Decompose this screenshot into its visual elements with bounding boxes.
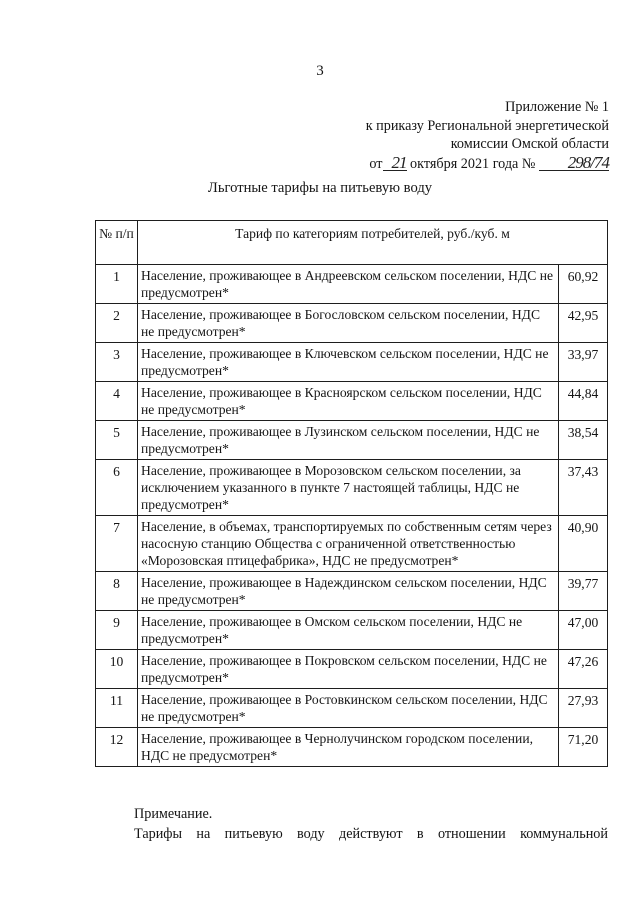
table-row — [96, 516, 608, 572]
row-number: 11 — [96, 689, 138, 728]
table-row — [96, 343, 608, 382]
row-tariff-value: 38,54 — [559, 421, 608, 460]
row-number: 3 — [96, 343, 138, 382]
header-tariff: Тариф по категориям потребителей, руб./куб. м — [138, 221, 608, 265]
row-description: Население, проживающее в Богословском сельском поселении, НДС не предусмотрен* — [138, 304, 559, 343]
row-number: 6 — [96, 460, 138, 516]
handwritten-day — [383, 154, 407, 174]
page-number: 3 — [316, 63, 324, 79]
row-description: Население, проживающее в Ростовкинском сельском поселении, НДС не предусмотрен* — [138, 689, 559, 728]
row-description: Население, проживающее в Красноярском сельском поселении, НДС не предусмотрен* — [138, 382, 559, 421]
note-title: Примечание. — [134, 806, 213, 822]
row-number: 9 — [96, 611, 138, 650]
handwritten-day-signature: 21 — [391, 152, 407, 172]
row-number: 7 — [96, 516, 138, 572]
document-title: Льготные тарифы на питьевую воду — [207, 180, 433, 196]
row-tariff-value: 47,00 — [559, 611, 608, 650]
table-row — [96, 572, 608, 611]
row-number: 5 — [96, 421, 138, 460]
appendix-line-1: Приложение № 1 — [505, 99, 609, 115]
row-number: 1 — [96, 265, 138, 304]
table-row — [96, 265, 608, 304]
date-prefix: от — [369, 155, 383, 172]
row-tariff-value: 71,20 — [559, 728, 608, 767]
header-number: № п/п — [96, 221, 138, 265]
row-tariff-value: 40,90 — [559, 516, 608, 572]
row-number: 8 — [96, 572, 138, 611]
appendix-line-3: комиссии Омской области — [450, 136, 609, 152]
row-description: Население, проживающее в Морозовском сельском поселении, за исключением указанного в пункте 7 настоящей таблицы, НДС не предусмотрен* — [138, 460, 559, 516]
table-header-row — [96, 221, 608, 265]
row-number: 2 — [96, 304, 138, 343]
row-description: Население, в объемах, транспортируемых по собственным сетям через насосную станцию Общества с ограниченной ответственностью «Морозовская птицефабрика», НДС не предусмотрен* — [138, 516, 559, 572]
table-body — [96, 265, 608, 767]
row-tariff-value: 47,26 — [559, 650, 608, 689]
row-description: Население, проживающее в Надеждинском сельском поселении, НДС не предусмотрен* — [138, 572, 559, 611]
appendix-header — [366, 98, 609, 173]
date-suffix: октября 2021 года № — [410, 155, 536, 172]
row-tariff-value: 44,84 — [559, 382, 608, 421]
row-description: Население, проживающее в Покровском сельском поселении, НДС не предусмотрен* — [138, 650, 559, 689]
table-row — [96, 460, 608, 516]
tariff-table — [95, 220, 608, 767]
handwritten-number-signature: 298/74 — [567, 152, 609, 172]
row-number: 10 — [96, 650, 138, 689]
row-description: Население, проживающее в Ключевском сельском поселении, НДС не предусмотрен* — [138, 343, 559, 382]
appendix-line-2: к приказу Региональной энергетической — [365, 117, 609, 134]
table-row — [96, 382, 608, 421]
row-description: Население, проживающее в Лузинском сельском поселении, НДС не предусмотрен* — [138, 421, 559, 460]
note-text: Тарифы на питьевую воду действуют в отношении коммунальной — [134, 826, 608, 842]
appendix-date-line — [366, 154, 609, 174]
row-description: Население, проживающее в Андреевском сельском поселении, НДС не предусмотрен* — [138, 265, 559, 304]
table-row — [96, 421, 608, 460]
table-row — [96, 611, 608, 650]
row-tariff-value: 42,95 — [559, 304, 608, 343]
row-tariff-value: 27,93 — [559, 689, 608, 728]
row-tariff-value: 60,92 — [559, 265, 608, 304]
row-tariff-value: 33,97 — [559, 343, 608, 382]
table-row — [96, 689, 608, 728]
table-row — [96, 728, 608, 767]
table-row — [96, 304, 608, 343]
row-description: Население, проживающее в Чернолучинском городском поселении, НДС не предусмотрен* — [138, 728, 559, 767]
row-number: 4 — [96, 382, 138, 421]
row-tariff-value: 39,77 — [559, 572, 608, 611]
row-number: 12 — [96, 728, 138, 767]
row-tariff-value: 37,43 — [559, 460, 608, 516]
table-row — [96, 650, 608, 689]
handwritten-order-number — [539, 154, 609, 174]
row-description: Население, проживающее в Омском сельском поселении, НДС не предусмотрен* — [138, 611, 559, 650]
